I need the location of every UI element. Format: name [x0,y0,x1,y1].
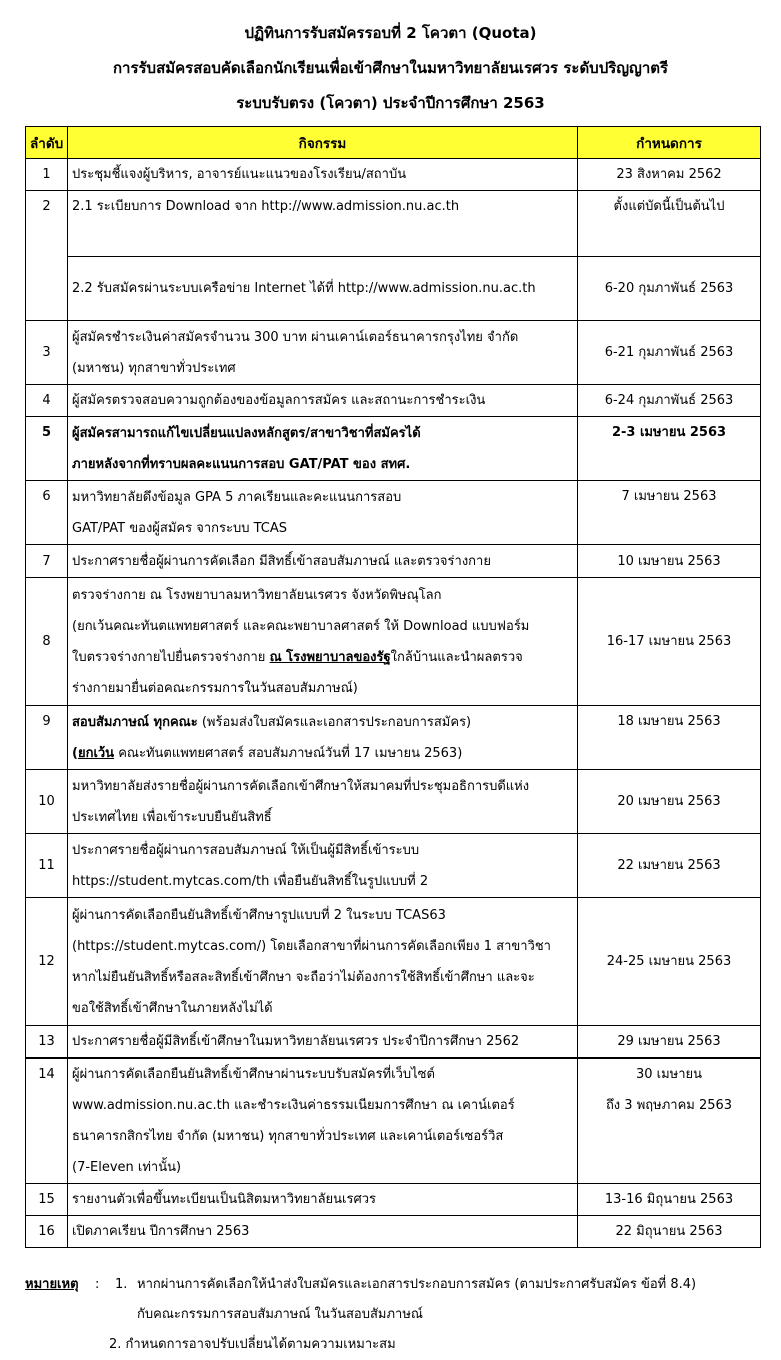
table-row [26,1184,761,1216]
title-line-1: ปฏิทินการรับสมัครรอบที่ 2 โควตา (Quota) [244,24,537,42]
row-activity: ผู้สมัครสามารถแก้ไขเปลี่ยนแปลงหลักสูตร/สาขาวิชาที่สมัครได้ ภายหลังจากที่ทราบผลคะแนนการสอบ GAT/PAT ของ สทศ. [68,417,578,481]
row-number: 3 [26,321,68,385]
row-number: 10 [26,770,68,834]
row-number: 11 [26,834,68,898]
row-date: 10 เมษายน 2563 [578,545,761,578]
exception-emphasis: ยกเว้น [77,745,115,761]
header-date: กำหนดการ [578,127,761,159]
row-activity: 2.2 รับสมัครผ่านระบบเครือข่าย Internet ได้ที่ http://www.admission.nu.ac.th [68,257,578,321]
row-date: 23 สิงหาคม 2562 [578,159,761,191]
row-activity: มหาวิทยาลัยส่งรายชื่อผู้ผ่านการคัดเลือกเข้าศึกษาให้สมาคมที่ประชุมอธิการบดีแห่ง ประเทศไทย เพื่อเข้าระบบยืนยันสิทธิ์ [68,770,578,834]
row-activity: มหาวิทยาลัยดึงข้อมูล GPA 5 ภาคเรียนและคะแนนการสอบ GAT/PAT ของผู้สมัคร จากระบบ TCAS [68,481,578,545]
row-activity: ประกาศรายชื่อผู้มีสิทธิ์เข้าศึกษาในมหาวิทยาลัยนเรศวร ประจำปีการศึกษา 2562 [68,1026,578,1059]
row-activity: ผู้สมัครตรวจสอบความถูกต้องของข้อมูลการสมัคร และสถานะการชำระเงิน [68,385,578,417]
title-line-3: ระบบรับตรง (โควตา) ประจำปีการศึกษา 2563 [236,94,545,112]
row-activity: รายงานตัวเพื่อขึ้นทะเบียนเป็นนิสิตมหาวิทยาลัยนเรศวร [68,1184,578,1216]
table-row [26,321,761,385]
row-activity: สอบสัมภาษณ์ ทุกคณะ (พร้อมส่งใบสมัครและเอกสารประกอบการสมัคร) (ยกเว้น คณะทันตแพทยศาสตร์ สอบสัมภาษณ์วันที่ 17 เมษายน 2563) [68,706,578,770]
row-number: 4 [26,385,68,417]
table-row [26,159,761,191]
row-activity: ผู้สมัครชำระเงินค่าสมัครจำนวน 300 บาท ผ่านเคาน์เตอร์ธนาคารกรุงไทย จำกัด (มหาชน) ทุกสาขาทั่วประเทศ [68,321,578,385]
table-row [26,1026,761,1059]
row-number: 9 [26,706,68,770]
row-date: 30 เมษายน ถึง 3 พฤษภาคม 2563 [578,1058,761,1184]
notes-label: หมายเหตุ [25,1277,79,1292]
table-row [26,898,761,1026]
row-activity: ผู้ผ่านการคัดเลือกยืนยันสิทธิ์เข้าศึกษาผ่านระบบรับสมัครที่เว็บไซต์ www.admission.nu.ac.th และชำระเงินค่าธรรมเนียมการศึกษา ณ เคาน์เตอร์ ธนาคารกสิกรไทย จำกัด (มหาชน) ทุกสาขาทั่วประเทศ และเคาน์เตอร์เซอร์วิส (7-Eleven เท่านั้น) [68,1058,578,1184]
row-date: 6-21 กุมภาพันธ์ 2563 [578,321,761,385]
row-number: 15 [26,1184,68,1216]
header-activity: กิจกรรม [68,127,578,159]
table-row [26,834,761,898]
row-number: 6 [26,481,68,545]
table-row [26,545,761,578]
row-activity: 2.1 ระเบียบการ Download จาก http://www.admission.nu.ac.th [68,191,578,257]
note-1-number: 1. [115,1277,128,1292]
row-date: ตั้งแต่บัดนี้เป็นต้นไป [578,191,761,257]
row-date: 2-3 เมษายน 2563 [578,417,761,481]
row-activity: ประกาศรายชื่อผู้ผ่านการคัดเลือก มีสิทธิ์เข้าสอบสัมภาษณ์ และตรวจร่างกาย [68,545,578,578]
table-row [26,257,761,321]
table-row [26,481,761,545]
table-row [26,706,761,770]
table-row [26,385,761,417]
row-date: 20 เมษายน 2563 [578,770,761,834]
row-number: 2 [26,191,68,321]
notes-section [25,1270,765,1360]
row-number: 13 [26,1026,68,1059]
table-row [26,578,761,706]
row-activity: ผู้ผ่านการคัดเลือกยืนยันสิทธิ์เข้าศึกษารูปแบบที่ 2 ในระบบ TCAS63 (https://student.mytcas.com/) โดยเลือกสาขาที่ผ่านการคัดเลือกเพียง 1 สาขาวิชา หากไม่ยืนยันสิทธิ์หรือสละสิทธิ์เข้าศึกษา จะถือว่าไม่ต้องการใช้สิทธิ์เข้าศึกษา และจะ ขอใช้สิทธิ์เข้าศึกษาในภายหลังไม่ได้ [68,898,578,1026]
notes-colon: : [95,1277,100,1292]
table-row [26,1058,761,1184]
note-2: 2. กำหนดการอาจปรับเปลี่ยนได้ตามความเหมาะสม [109,1337,396,1352]
note-1-line-1: หากผ่านการคัดเลือกให้นำส่งใบสมัครและเอกสารประกอบการสมัคร (ตามประกาศรับสมัคร ข้อที่ 8.4) [137,1277,697,1292]
row-date: 24-25 เมษายน 2563 [578,898,761,1026]
table-row [26,1216,761,1248]
row-date: 13-16 มิถุนายน 2563 [578,1184,761,1216]
row-number: 5 [26,417,68,481]
row-number: 14 [26,1058,68,1184]
row-date: 7 เมษายน 2563 [578,481,761,545]
note-1-line-2: กับคณะกรรมการสอบสัมภาษณ์ ในวันสอบสัมภาษณ์ [137,1307,423,1322]
row-number: 1 [26,159,68,191]
row-date: 22 มิถุนายน 2563 [578,1216,761,1248]
table-row [26,191,761,257]
row-activity: ประกาศรายชื่อผู้ผ่านการสอบสัมภาษณ์ ให้เป็นผู้มีสิทธิ์เข้าระบบ https://student.mytcas.com/th เพื่อยืนยันสิทธิ์ในรูปแบบที่ 2 [68,834,578,898]
schedule-table [25,126,761,1248]
row-date: 18 เมษายน 2563 [578,706,761,770]
row-date: 29 เมษายน 2563 [578,1026,761,1059]
row-number: 12 [26,898,68,1026]
table-row [26,417,761,481]
row-date: 6-20 กุมภาพันธ์ 2563 [578,257,761,321]
row-activity: ตรวจร่างกาย ณ โรงพยาบาลมหาวิทยาลัยนเรศวร จังหวัดพิษณุโลก (ยกเว้นคณะทันตแพทยศาสตร์ และคณะพยาบาลศาสตร์ ให้ Download แบบฟอร์ม ใบตรวจร่างกายไปยื่นตรวจร่างกาย ณ โรงพยาบาลของรัฐใกล้บ้านและนำผลตรวจ ร่างกายมายื่นต่อคณะกรรมการในวันสอบสัมภาษณ์) [68,578,578,706]
row-date: 22 เมษายน 2563 [578,834,761,898]
title-line-2: การรับสมัครสอบคัดเลือกนักเรียนเพื่อเข้าศึกษาในมหาวิทยาลัยนเรศวร ระดับปริญญาตรี [112,59,669,77]
row-activity: เปิดภาคเรียน ปีการศึกษา 2563 [68,1216,578,1248]
header-no: ลำดับ [26,127,68,159]
row-activity: ประชุมชี้แจงผู้บริหาร, อาจารย์แนะแนวของโรงเรียน/สถาบัน [68,159,578,191]
row-number: 7 [26,545,68,578]
document-title-block [0,16,781,121]
table-header-row [26,127,761,159]
row-number: 16 [26,1216,68,1248]
public-hospital-emphasis: ณ โรงพยาบาลของรัฐ [269,649,391,665]
row-date: 16-17 เมษายน 2563 [578,578,761,706]
row-number: 8 [26,578,68,706]
table-row [26,770,761,834]
row-date: 6-24 กุมภาพันธ์ 2563 [578,385,761,417]
